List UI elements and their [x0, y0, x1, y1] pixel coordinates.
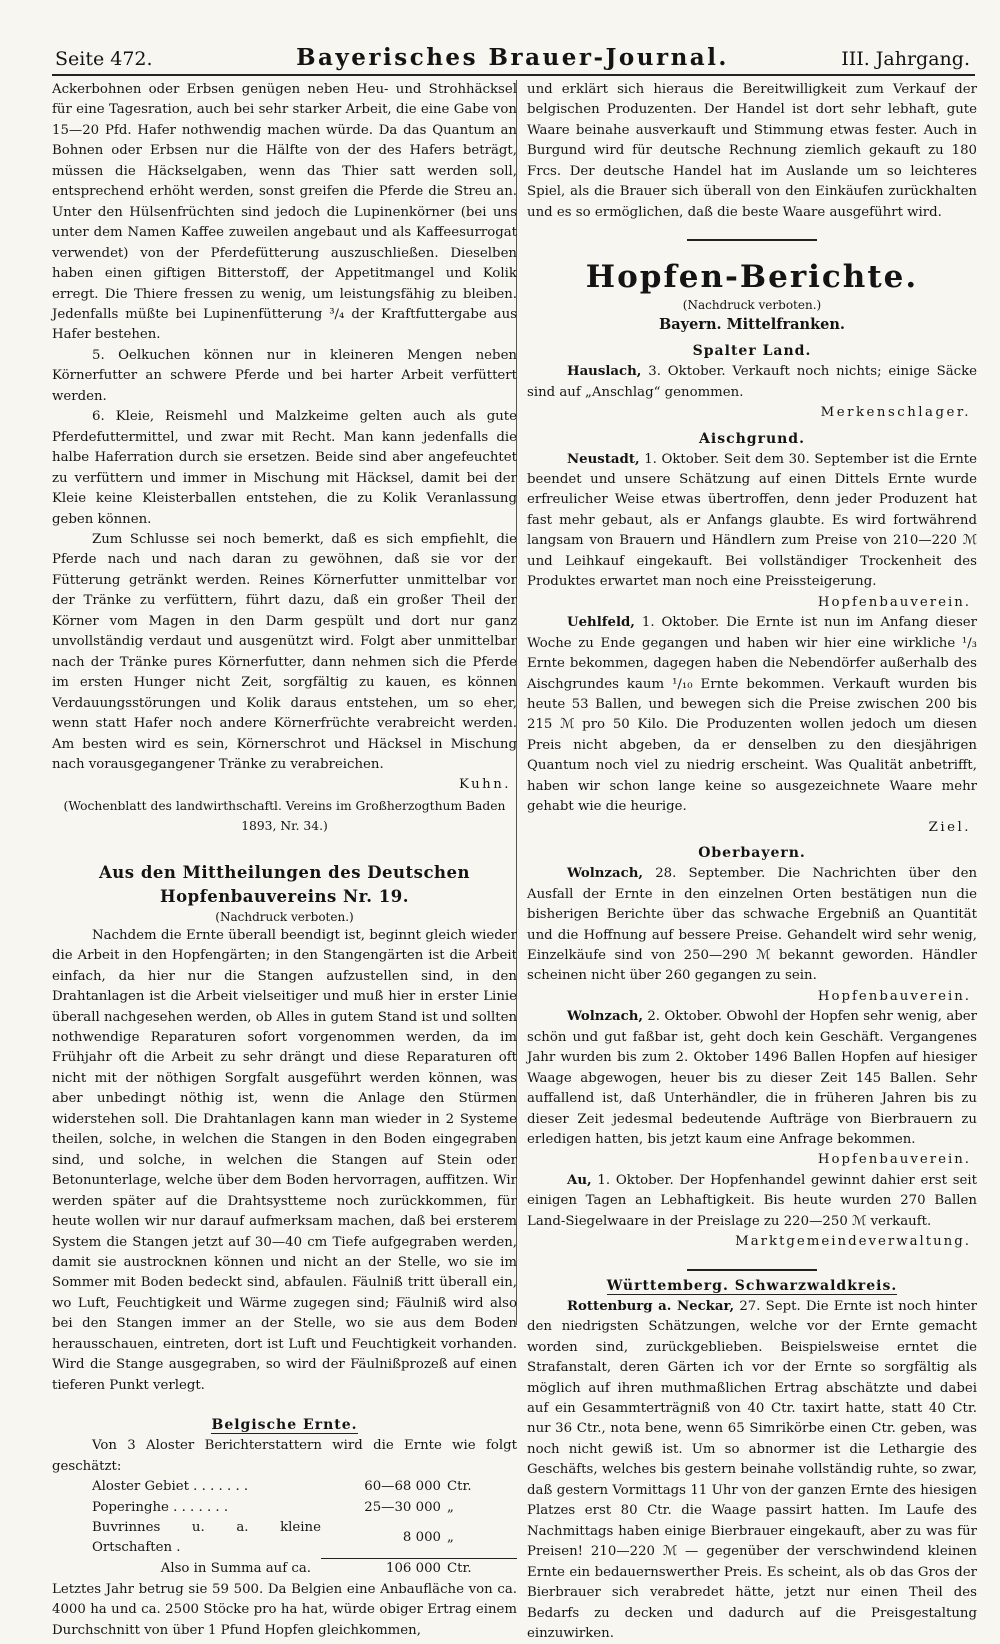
- belgium-continuation: und erklärt sich hieraus die Bereitwilligkeit zum Verkauf der belgischen Produzenten. Der Handel ist dort sehr lebhaft, gute Waare beinahe ausverkauft und Stimmung etwas fester. Auch in Burgund wird für deutsche Rechnung ziemlich gekauft zu 180 Frcs. Der deutsche Handel hat im Auslande um so leichteres Spiel, als die Brauer sich überall von den Einkäufen zurückhalten und es so ermöglichen, daß die beste Waare ausgeführt wird.: [527, 82, 977, 220]
- estimate-unit: Ctr.: [447, 1479, 472, 1495]
- right-column: [527, 80, 977, 1644]
- report-hauslach: Hauslach, 3. Oktober. Verkauft noch nichts; einige Säcke sind auf „Anschlag“ genommen.: [527, 364, 977, 400]
- region-heading-aischgrund: Aischgrund.: [699, 430, 805, 447]
- page-number: Seite 472.: [55, 48, 153, 70]
- report-wolnzach-oct: Wolnzach, 2. Oktober. Obwohl der Hopfen sehr wenig, aber schön und gut faßbar ist, geht doch kein Geschäft. Vergangenes Jahr wurden bis zum 2. Oktober 1496 Ballen Hopfen auf hiesiger Waage abgewogen, heuer bis zu dieser Zeit 145 Ballen. Sehr auffallend ist, daß Unterhändler, die in früheren Jahren bis zu dieser Zeit jedesmal bedeutende Aufträge von Bierbrauern zu erledigen hatten, bis jetzt kaum eine Anfrage bekommen.: [527, 1009, 977, 1148]
- report-signature: Hopfenbauverein.: [817, 1152, 971, 1168]
- belgium-intro: Von 3 Aloster Berichterstattern wird die Ernte wie folgt geschätzt:: [52, 1438, 517, 1474]
- feeding-intro-paragraph: Ackerbohnen oder Erbsen genügen neben Heu- und Strohhäcksel für eine Tagesration, auch bei sehr starker Arbeit, die eine Gabe von 15—20 Pfd. Hafer nothwendig machen würde. Da das Quantum an Bohnen oder Erbsen nur die Hälfte von der des Hafers beträgt, müssen die Häckselgaben, wenn das Thier satt werden soll, entsprechend erhöht werden, sonst greifen die Pferde die Streu an. Unter den Hülsenfrüchten sind jedoch die Lupinenkörner (bei uns unter dem Namen Kaffee zuweilen angebaut und als Kaffeesurrogat verwendet) von der Pferdefütterung auszuschließen. Dieselben haben einen giftigen Bitterstoff, der Appetitmangel und Kolik erregt. Die Thiere fressen zu wenig, um leistungsfähig zu bleiben. Jedenfalls müßte bei Lupinenfütterung ³/₄ der Kraftfuttergabe aus Hafer bestehen.: [52, 82, 517, 343]
- hopfen-berichte-title: Hopfen-Berichte.: [585, 259, 919, 296]
- belgium-estimate-row: [52, 1477, 517, 1497]
- report-signature: Ziel.: [928, 819, 971, 835]
- reprint-notice: (Nachdruck verboten.): [215, 909, 354, 924]
- region-heading-oberbayern: Oberbayern.: [698, 845, 806, 862]
- estimate-region: Poperinghe . . . . . . .: [92, 1499, 229, 1515]
- estimate-amount: 25—30 000: [364, 1499, 441, 1515]
- belgium-estimate-row: [52, 1518, 517, 1559]
- report-signature: Marktgemeindeverwaltung.: [735, 1234, 971, 1250]
- belgium-sum-row: [52, 1559, 517, 1580]
- left-column: [52, 80, 517, 1641]
- source-citation-line-2: 1893, Nr. 34.): [241, 819, 328, 834]
- feeding-point-6: 6. Kleie, Reismehl und Malzkeime gelten auch als gute Pferdefuttermittel, und zwar mit Recht. Man kann jedenfalls die halbe Haferration durch sie ersetzen. Beide sind aber angefeuchtet zu verfüttern und immer in Mischung mit Häcksel, damit bei der Kleie keine Kleisterballen entstehen, die zu Kolik Veranlassung geben können.: [52, 409, 517, 527]
- report-signature: Merkenschlager.: [820, 405, 971, 421]
- belgium-heading: Belgische Ernte.: [211, 1417, 358, 1434]
- report-uehlfeld: Uehlfeld, 1. Oktober. Die Ernte ist nun im Anfang dieser Woche zu Ende gegangen und haben wir hier eine wirkliche ¹/₃ Ernte bekommen, dagegen haben die Nebendörfer außerhalb des Aischgrundes kaum ¹/₁₀ Ernte bekommen. Verkauft wurden bis heute 53 Ballen, und bewegen sich die Preise zwischen 200 bis 215 ℳ pro 50 Kilo. Die Produzenten wollen jedoch um diesen Preis nicht abgeben, da er denselben zu den diesjährigen Quantum noch viel zu niedrig erscheint. Was Qualität anbetrifft, haben wir schon lange keine so ausgezeichnete Waare mehr gehabt wie die heurige.: [527, 615, 977, 815]
- article-heading-hopfenbauverein: Aus den Mittheilungen des Deutschen Hopfenbauvereins Nr. 19.: [98, 862, 470, 906]
- sum-unit: Ctr.: [447, 1559, 517, 1580]
- belgium-closing: Letztes Jahr betrug sie 59 500. Da Belgien eine Anbaufläche von ca. 4000 ha und ca. 2500 Stöcke pro ha hat, würde obiger Ertrag einem Durchschnitt von über 1 Pfund Hopfen gleichkommen,: [52, 1581, 517, 1638]
- estimate-amount: 8 000: [402, 1529, 441, 1545]
- sum-amount: 106 000: [321, 1559, 447, 1580]
- estimate-region: Aloster Gebiet . . . . . . .: [92, 1479, 249, 1495]
- source-citation-line-1: (Wochenblatt des landwirthschaftl. Vereins im Großherzogthum Baden: [63, 798, 506, 813]
- report-signature: Hopfenbauverein.: [817, 988, 971, 1004]
- page-header: [55, 40, 970, 76]
- reprint-notice: (Nachdruck verboten.): [682, 298, 822, 313]
- feeding-point-5: 5. Oelkuchen können nur in kleineren Mengen neben Körnerfutter an schwere Pferde und bei harter Arbeit verfüttert werden.: [52, 347, 517, 404]
- sum-label: Also in Summa auf ca.: [160, 1561, 311, 1577]
- estimate-region: Buvrinnes u. a. kleine Ortschaften .: [92, 1520, 321, 1556]
- report-wolnzach-sept: Wolnzach, 28. September. Die Nachrichten über den Ausfall der Ernte in den einzelnen Orten bestätigen nun die bisherigen Berichte über das schwache Ergebniß an Quantität und die Hoffnung auf bessere Preise. Gehandelt wird sehr wenig, Einzelkäufe sind von 250—290 ℳ bekannt geworden. Händler scheinen nicht über 260 gegangen zu sein.: [527, 866, 978, 984]
- author-signature: Kuhn.: [458, 777, 511, 793]
- region-heading-bayern: Bayern. Mittelfranken.: [659, 316, 845, 334]
- region-heading-spalter: Spalter Land.: [692, 343, 812, 360]
- feeding-conclusion: Zum Schlusse sei noch bemerkt, daß es sich empfiehlt, die Pferde nach und nach daran zu gewöhnen, daß sie vor der Fütterung getränkt werden. Reines Körnerfutter unmittelbar vor der Tränke zu verfüttern, führt dazu, daß ein großer Theil der Körner vom Magen in den Darm gespült und dort nur ganz unvollständig verdaut und ausgenützt wird. Folgt aber unmittelbar nach der Tränke pures Körnerfutter, dann nehmen sich die Pferde im ersten Hunger nicht Zeit, sorgfältig zu kauen, es können Verdauungsstörungen und Kolik daraus entstehen, um so eher, wenn statt Hafer noch andere Körnerfrüchte verabreicht werden. Am besten wird es sein, Körnerschrot und Häcksel in Mischung nach vorausgegangener Tränke zu verabreichen.: [52, 531, 517, 772]
- estimate-unit: „: [447, 1529, 454, 1545]
- belgium-estimate-row: [52, 1498, 517, 1518]
- report-signature: Hopfenbauverein.: [817, 594, 971, 610]
- section-rule: [687, 1269, 817, 1271]
- hopfenbauverein-body: Nachdem die Ernte überall beendigt ist, beginnt gleich wieder die Arbeit in den Hopfengärten; in den Stangengärten ist die Arbeit einfach, da hier nur die Stangen aufzustellen sind, in den Drahtanlagen ist die Arbeit vielseitiger und muß hier in erster Linie überall nachgesehen werden, ob Alles in gutem Stand ist und sollten nothwendige Reparaturen sofort vorgenommen werden, da im Frühjahr oft die Arbeit zu sehr drängt und diese Reparaturen oft nicht mit der nöthigen Sorgfalt ausgeführt werden können, was aber unbedingt nöthig ist, wenn die Anlage den Stürmen widerstehen soll. Die Drahtanlagen kann man wieder in 2 Systeme theilen, solche, in welchen die Stangen in den Boden eingegraben sind, und solche, in welchen die Stangen auf Stein oder Betonunterlage, welche über dem Boden hervorragen, auffitzen. Wir werden später auf die Drahtsystteme noch zurückkommen, für heute wollen wir nur darauf aufmerksam machen, daß bei ersterem System die Stangen jetzt auf 30—40 cm Tiefe aufgegraben werden, damit sie austrocknen können und nicht an der Stelle, wo sie im Sommer mit Boden bedeckt sind, abfaulen. Fäulniß tritt überall ein, wo Luft, Feuchtigkeit und Wärme zugegen sind; Fäulniß wird also bei den Stangen immer an der Stelle, wo sie aus dem Boden herausschauen, eintreten, dort ist Luft und Feuchtigkeit vorhanden. Wird die Stange ausgegraben, so wird der Fäulnißprozeß auf einen tieferen Punkt verlegt.: [52, 927, 518, 1393]
- journal-title: Bayerisches Brauer-Journal.: [296, 44, 729, 71]
- report-neustadt: Neustadt, 1. Oktober. Seit dem 30. September ist die Ernte beendet und unsere Schätzung auf einen Dittels Ernte wurde erfreulicher Weise etwas übertroffen, denn jeder Produzent hat fast mehr gebaut, als er Anfangs glaubte. Es wird fortwährend langsam von Brauern und Händlern zum Preise von 210—220 ℳ und Leihkauf eingekauft. Bei vollständiger Trockenheit des Produktes erwartet man noch eine Preissteigerung.: [527, 451, 977, 590]
- header-rule: [52, 74, 975, 76]
- report-au: Au, 1. Oktober. Der Hopfenhandel gewinnt dahier erst seit einigen Tagen an Lebhaftigkeit. Bis heute wurden 270 Ballen Land-Siegelwaare in der Preislage zu 220—250 ℳ verkauft.: [527, 1172, 977, 1229]
- section-rule: [687, 239, 817, 241]
- report-rottenburg: Rottenburg a. Neckar, 27. Sept. Die Ernte ist noch hinter den niedrigsten Schätzungen, welche vor der Ernte gemacht worden sind, zurückgeblieben. Beispielsweise erntet die Strafanstalt, deren Gärten ich vor der Ernte so sorgfältig als möglich auf ihren muthmaßlichen Ertrag abschätzte und dabei auf ein Gesammterträgniß von 40 Ctr. taxirt hatte, statt 40 Ctr. nur 36 Ctr., nota bene, wenn 65 Simrikörbe einen Ctr. geben, was noch nicht gewiß ist. Um so abnormer ist die Lethargie des Geschäfts, welches bis gestern beinahe vollständig ruhte, so zwar, daß gestern Vormittags 11 Uhr von der ganzen Ernte des hiesigen Platzes erst 80 Ctr. die Waage passirt hatten. Im Laufe des Nachmittags haben einige Bierbrauer eingekauft, aber zu was für Preisen! 210—220 ℳ — gegenüber der verschwindend kleinen Ernte ein bedauernswerther Preis. Es scheint, als ob das Gros der Bierbrauer sich verabredet hätte, jetzt nur einen Theil des Bedarfs zu decken und dadurch auf die Preisgestaltung einzuwirken.: [527, 1298, 977, 1641]
- estimate-unit: „: [447, 1499, 454, 1515]
- belgium-estimate-table: [52, 1477, 517, 1580]
- volume-year: III. Jahrgang.: [841, 48, 970, 70]
- estimate-amount: 60—68 000: [364, 1479, 441, 1495]
- region-heading-wuerttemberg: Württemberg. Schwarzwaldkreis.: [606, 1277, 898, 1294]
